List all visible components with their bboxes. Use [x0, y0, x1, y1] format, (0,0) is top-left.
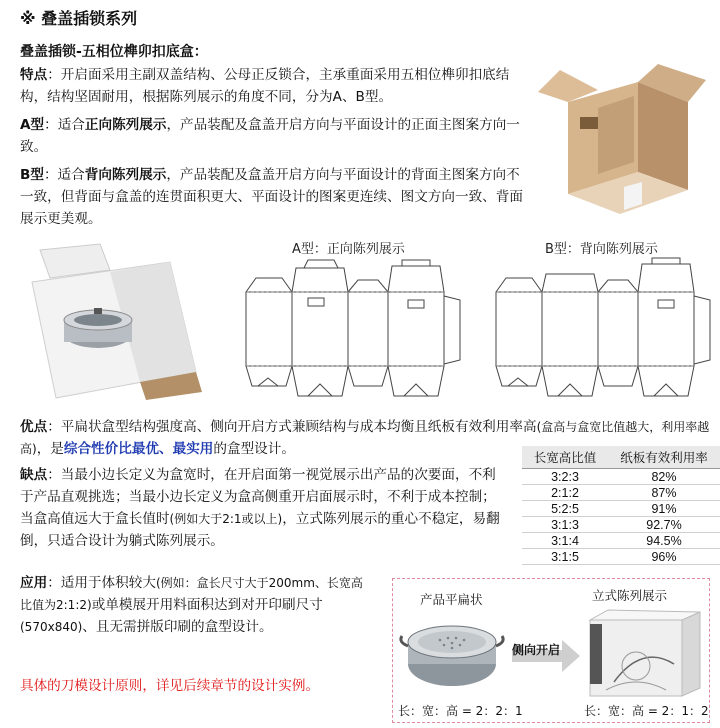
- ratio-cell: 3:1:5: [522, 549, 608, 565]
- ratio-cell: 3:2:3: [522, 469, 608, 485]
- box-type-heading: 叠盖插锁-五相位榫卯扣底盒：: [20, 44, 208, 60]
- dieline-diagram-a: [238, 256, 466, 402]
- type-a-label: A型: [20, 117, 45, 133]
- features-paragraph: [20, 64, 530, 108]
- disadvantages-note: (例如大于2:1或以上): [169, 512, 283, 526]
- advantages-text-2: ，是: [36, 441, 64, 457]
- diagram-b-label: B型：背向陈列展示: [545, 242, 658, 257]
- type-b-emphasis: 背向陈列展示: [84, 167, 167, 183]
- table-row: [522, 533, 720, 549]
- utilization-cell: 91%: [608, 501, 720, 517]
- advantages-text-1: ：平扁状盒型结构强度高、侧向开启方式兼顾结构与成本均衡且纸板有效利用率高: [47, 419, 537, 435]
- type-b-pre: ：适合: [43, 167, 85, 183]
- table-row: [522, 517, 720, 533]
- advantages-text-3: 的盒型设计。: [213, 441, 295, 457]
- features-label: 特点: [20, 67, 48, 83]
- utilization-cell: 96%: [608, 549, 720, 565]
- disadvantages-label: 缺点: [20, 467, 48, 483]
- upright-display-ratio: 长：宽：高 = 2：1：2: [584, 704, 709, 718]
- disadvantages-paragraph: [20, 464, 508, 552]
- ratio-cell: 3:1:3: [522, 517, 608, 533]
- type-b-text: ，产品装配及盒盖开启方向与平面设计的背面主图案方向不一致，但背面与盒盖的连贯面积更大、平面设计的图案更连续、图文方向一致、背面展示更美观。: [20, 167, 523, 227]
- utilization-cell: 82%: [608, 469, 720, 485]
- table-row: [522, 549, 720, 565]
- disadvantages-text-1: ：当最小边长定义为盒宽时，在开启面第一视觉展示出产品的次要面，不利于产品直观挑选；当最小边长定义为盒高侧重开启面展示时，不利于成本控制；当盒高值远大于盒长值时: [20, 467, 496, 527]
- table-row: [522, 469, 720, 485]
- type-a-emphasis: 正向陈列展示: [84, 117, 167, 133]
- dieline-diagram-b: [488, 256, 716, 402]
- application-note-1: (例如：盒长尺寸大于200mm、长宽高比值为2:1:2): [20, 576, 363, 612]
- type-b-paragraph: [20, 164, 530, 230]
- diagram-a-label: A型：正向陈列展示: [292, 242, 405, 257]
- section-title: ※ 叠盖插锁系列: [20, 9, 138, 28]
- design-note: 具体的刀模设计原则，详见后续章节的设计实例。: [20, 678, 320, 694]
- application-text-2: 或单模展开用料面积达到对开印刷尺寸: [91, 597, 323, 613]
- advantages-label: 优点: [20, 419, 48, 435]
- flat-product-ratio: 长：宽：高 = 2：2：1: [398, 704, 523, 718]
- side-opening-label: 侧向开启: [512, 643, 561, 657]
- table-row: [522, 485, 720, 501]
- ratio-cell: 2:1:2: [522, 485, 608, 501]
- type-a-pre: ：适合: [44, 117, 85, 133]
- utilization-cell: 87%: [608, 485, 720, 501]
- type-b-label: B型: [20, 167, 44, 183]
- ratio-table-header-utilization: 纸板有效利用率: [608, 446, 720, 469]
- steamer-pot-photo: [396, 612, 508, 694]
- advantages-highlight: 综合性价比最优、最实用: [63, 441, 214, 457]
- upright-box-photo: [586, 604, 704, 700]
- utilization-cell: 92.7%: [608, 517, 720, 533]
- type-a-paragraph: [20, 114, 530, 158]
- flat-printed-box-photo: [20, 242, 205, 400]
- utilization-cell: 94.5%: [608, 533, 720, 549]
- features-text: ：开启面采用主副双盖结构、公母正反锁合，主承重面采用五相位榫卯扣底结构，结构坚固耐用，根据陈列展示的角度不同，分为A、B型。: [20, 67, 510, 105]
- upright-display-title: 立式陈列展示: [592, 588, 668, 603]
- ratio-cell: 5:2:5: [522, 501, 608, 517]
- ratio-table-header-ratio: 长宽高比值: [522, 446, 608, 469]
- flat-product-title: 产品平扁状: [420, 592, 483, 607]
- application-text-1: ：适用于体积较大: [47, 575, 156, 591]
- advantages-note: (盒高与盒宽比值越大，利用率越高): [20, 420, 710, 456]
- application-note-2: (570x840): [20, 620, 83, 634]
- application-text-3: 、且无需拼版印刷的盒型设计。: [82, 619, 273, 635]
- ratio-table: [522, 446, 720, 565]
- ratio-cell: 3:1:4: [522, 533, 608, 549]
- disadvantages-text-2: ，立式陈列展示的重心不稳定，易翻倒，只适合设计为躺式陈列展示。: [20, 511, 500, 549]
- application-paragraph: [20, 572, 370, 638]
- application-label: 应用: [20, 575, 48, 591]
- type-a-text: ，产品装配及盒盖开启方向与平面设计的正面主图案方向一致。: [20, 117, 520, 155]
- open-kraft-box-photo: [538, 62, 710, 220]
- table-row: [522, 501, 720, 517]
